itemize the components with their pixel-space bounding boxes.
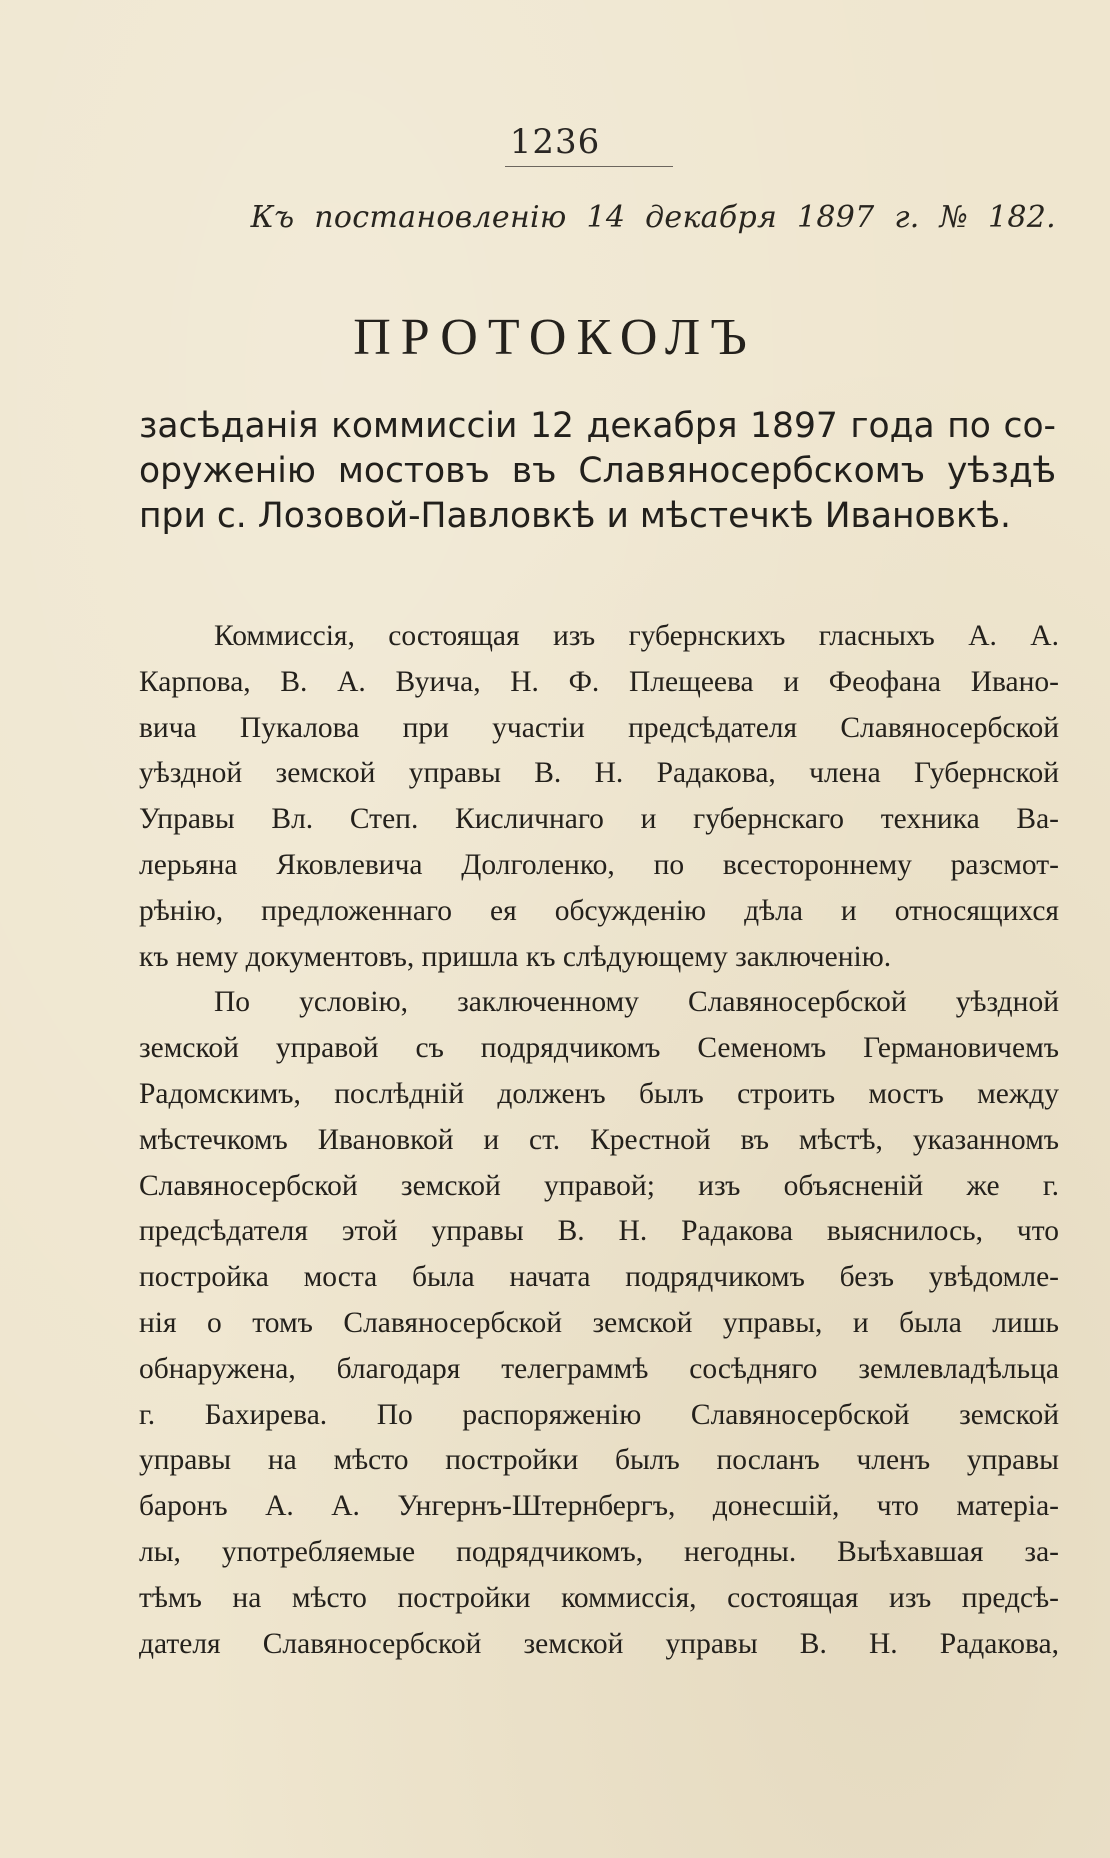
paragraph-1 [139, 614, 1059, 980]
text-line: Коммиссія, состоящая изъ губернскихъ гласныхъ А. А. [214, 620, 1059, 652]
page-number-rule [505, 166, 673, 167]
text-line: лы, употребляемые подрядчикомъ, негодны. Выѣхавшая за- [139, 1535, 1059, 1568]
text-line: По условію, заключенному Славяносербской уѣздной [214, 986, 1059, 1019]
text-line: предсѣдателя этой управы В. Н. Радакова выяснилось, что [139, 1215, 1059, 1248]
text-line: мѣстечкомъ Ивановкой и ст. Крестной въ мѣстѣ, указанномъ [139, 1123, 1059, 1156]
text-line: дателя Славяносербской земской управы В. Н. Радакова, [139, 1627, 1059, 1660]
text-line: обнаружена, благодаря телеграммѣ сосѣдняго землевладѣльца [139, 1352, 1059, 1385]
text-line: уѣздной земской управы В. Н. Радакова, члена Губернской [139, 757, 1059, 790]
document-title: ПРОТОКОЛЪ [353, 309, 757, 366]
text-line: Славяносербской земской управой; изъ объясненій же г. [139, 1169, 1059, 1202]
text-line: Карпова, В. А. Вуича, Н. Ф. Плещеева и Феофана Ивано- [139, 665, 1059, 698]
text-line: тѣмъ на мѣсто постройки коммиссія, состоящая изъ предсѣ- [139, 1581, 1059, 1614]
text-line: Радомскимъ, послѣдній долженъ былъ строить мостъ между [139, 1077, 1059, 1110]
text-line: Управы Вл. Степ. Кисличнаго и губернскаго техника Ва- [139, 803, 1059, 836]
text-line: къ нему документовъ, пришла къ слѣдующему заключенію. [139, 940, 892, 973]
text-line: лерьяна Яковлевича Долголенко, по всестороннему разсмот- [139, 848, 1059, 881]
subtitle-line: засѣданія коммиссіи 12 декабря 1897 года по со- [139, 406, 1056, 446]
paragraph-2 [139, 980, 1059, 1667]
subtitle-line: оруженію мостовъ въ Славяносербскомъ уѣздѣ [139, 451, 1056, 491]
text-line: вича Пукалова при участіи предсѣдателя Славяносербской [139, 711, 1059, 744]
text-line: нія о томъ Славяносербской земской управы, и была лишь [139, 1306, 1059, 1339]
body-text [139, 614, 1059, 1667]
text-line: постройка моста была начата подрядчикомъ безъ увѣдомле- [139, 1261, 1059, 1294]
subtitle-line: при с. Лозовой-Павловкѣ и мѣстечкѣ Ивановкѣ. [139, 496, 1011, 536]
text-line: рѣнію, предложеннаго ея обсужденію дѣла и относящихся [139, 894, 1059, 927]
text-line: баронъ А. А. Унгернъ-Штернбергъ, донесшій, что матеріа- [139, 1490, 1059, 1523]
document-subtitle [139, 404, 1056, 539]
page-number: 1236 [509, 122, 601, 162]
text-line: управы на мѣсто постройки былъ посланъ членъ управы [139, 1444, 1059, 1477]
text-line: земской управой съ подрядчикомъ Семеномъ Германовичемъ [139, 1032, 1059, 1065]
text-line: г. Бахирева. По распоряженію Славяносербской земской [139, 1398, 1059, 1431]
resolution-reference: Къ постановленію 14 декабря 1897 г. № 182. [250, 200, 1056, 235]
